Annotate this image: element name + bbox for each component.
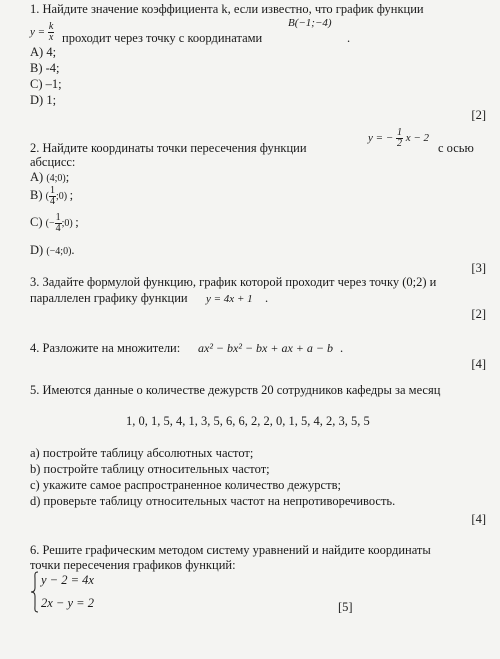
q2-option-c-close: ;0) [61,217,73,229]
q2-option-a-value: (4;0) [46,173,66,184]
q6-equation-2: 2x − y = 2 [41,596,94,610]
q1-line2: проходит через точку с координатами [62,31,263,45]
q1-option-a: A) 4; [30,45,57,59]
q5-item-b: b) постройте таблицу относительных частот; [30,462,270,476]
q2-option-d [30,243,75,259]
q2-option-d-label: D) [30,243,44,257]
q2-option-a-label: A) [30,170,44,184]
q6-line1: 6. Решите графическим методом систему уравнений и найдите координаты [30,543,431,557]
q2-option-b-label: B) [30,187,43,202]
q2-option-b-num: 1 [49,185,55,196]
q5-item-a: a) постройте таблицу абсолютных частот; [30,446,254,460]
q2-mark: [3] [471,261,486,275]
q3-period: . [265,291,269,305]
q2-option-b [30,186,73,207]
q2-option-b-fraction [49,186,56,207]
q3-mark: [2] [471,307,486,321]
q2-option-c-fraction [55,213,62,234]
q5-item-d: d) проверьте таблицу относительных частот на непротиворечивость. [30,494,396,508]
q4-period: . [340,341,344,355]
q1-point: B(−1;−4) [288,17,332,29]
q5-mark: [4] [471,512,486,526]
q2-func-lhs: y = − [368,132,394,145]
q2-option-c [30,213,79,234]
q1-function [30,22,54,43]
q6-equation-1: y − 2 = 4x [41,573,94,587]
q2-option-a [30,170,69,186]
q2-option-d-end: . [71,243,75,257]
q2-option-b-open: ( [45,190,49,202]
q3-line1: 3. Задайте формулой функцию, график которой проходит через точку (0;2) и [30,275,437,289]
q2-option-b-close: ;0) [55,190,68,202]
q2-option-c-value [45,212,76,234]
q2-option-c-label: C) [30,214,43,229]
q2-option-a-end: ; [65,170,70,184]
q2-option-c-open: (− [45,217,55,229]
q2-option-d-value: (−4;0) [46,246,72,257]
q4-text: 4. Разложите на множители: [30,341,181,355]
q2-func-rhs: x − 2 [405,132,430,145]
q1-mark: [2] [471,108,486,122]
system-brace [30,571,40,613]
q1-line1: 1. Найдите значение коэффициента k, если известно, что график функции [30,2,424,16]
q2-option-c-num: 1 [55,212,61,223]
q2-line1-end: с осью [438,141,474,155]
q1-period: . [347,31,351,45]
q2-fraction [396,128,403,149]
q6-mark: [5] [338,600,353,614]
q1-fraction [48,22,54,43]
q2-option-c-den: 4 [55,223,61,234]
q2-line2: абсцисс: [30,155,76,169]
q2-option-b-end: ; [69,187,74,202]
q3-function: y = 4x + 1 [206,293,253,305]
q1-func-lhs: y = [30,26,46,39]
q2-option-b-den: 4 [49,196,55,207]
q1-option-d: D) 1; [30,93,57,107]
q2-func-num: 1 [396,127,402,138]
q5-item-c: c) укажите самое распространенное количество дежурств; [30,478,341,492]
q5-line1: 5. Имеются данные о количестве дежурств 20 сотрудников кафедры за месяц [30,383,441,397]
q4-mark: [4] [471,357,486,371]
q4-expression: ax² − bx² − bx + ax + a − b [198,341,333,355]
q2-func-den: 2 [396,138,402,149]
q1-option-c: C) –1; [30,77,62,91]
q1-option-b: B) -4; [30,61,60,75]
q2-function [368,128,429,149]
q2-option-b-value [45,185,70,207]
q1-func-den: x [48,32,54,43]
q5-data: 1, 0, 1, 5, 4, 1, 3, 5, 6, 6, 2, 2, 0, 1, 5, 4, 2, 3, 5, 5 [126,414,370,428]
q2-line1: 2. Найдите координаты точки пересечения функции [30,141,307,155]
q2-option-c-end: ; [75,214,79,229]
q3-line2: параллелен графику функции [30,291,188,305]
q6-line2: точки пересечения графиков функций: [30,558,236,572]
q1-func-num: k [48,21,54,32]
